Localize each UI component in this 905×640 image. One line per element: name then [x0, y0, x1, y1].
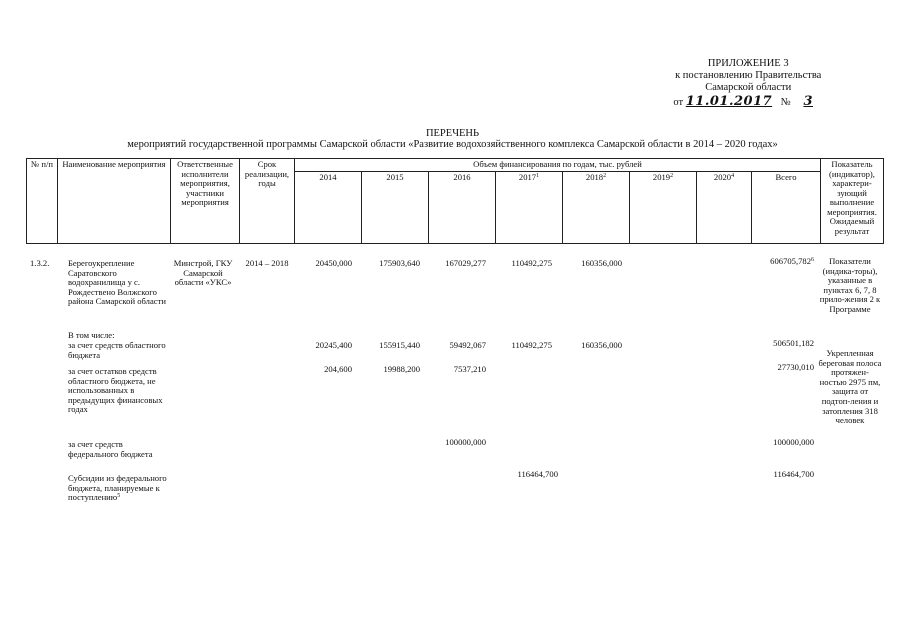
appendix-line2: к постановлению Правительства: [675, 70, 822, 81]
row-2016: 167029,277: [445, 258, 486, 268]
row-2014: 20450,000: [315, 258, 352, 268]
sub-federal-total: 100000,000: [773, 437, 814, 447]
col-name: Наименование мероприятия: [58, 159, 171, 244]
appendix-title: ПРИЛОЖЕНИЕ 3: [707, 58, 789, 69]
sub-remains-label: за счет остатков средств областного бюджета, не использованных в предыдущих финансовых годах: [68, 366, 163, 415]
handwritten-date: 11.01.2017: [685, 94, 773, 109]
row-term: 2014 – 2018: [245, 258, 289, 268]
year-2016: 2016: [429, 171, 496, 243]
year-2017: 2017$^1$: [496, 171, 563, 243]
sub-including-label: В том числе:: [68, 330, 115, 340]
col-financing: Объем финансирования по годам, тыс. рублей: [295, 159, 821, 172]
row-indicator-1: Показатели (индика-торы), указанные в пунктах 6, 7, 8 прило-жения 2 к Программе: [819, 256, 881, 314]
document-title: [0, 128, 905, 150]
col-term: Срок реализации, годы: [240, 159, 295, 244]
sub-oblast-2014: 20245,400: [315, 340, 352, 350]
year-2015: 2015: [362, 171, 429, 243]
sub-federal-label: за счет средств федерального бюджета: [68, 439, 153, 459]
sub-remains-2015: 19988,200: [383, 364, 420, 374]
year-2019: 2019$^2$: [630, 171, 697, 243]
title-heading: ПЕРЕЧЕНЬ: [425, 128, 480, 139]
row-indicator-2: Укрепленная береговая полоса протяжен-ностью 2975 пм, защита от подтоп-ления и затопления 318 человек: [818, 348, 882, 426]
appendix-block: [673, 58, 823, 109]
row-number: 1.3.2.: [30, 258, 50, 268]
col-indicator: Показатель (индикатор), характери-зующий выполнение мероприятия. Ожидаемый результат: [821, 159, 884, 244]
row-total: 606705,782$^6$: [770, 256, 814, 266]
sub-oblast-2017: 110492,275: [511, 340, 552, 350]
row-2017: 110492,275: [511, 258, 552, 268]
sub-remains-2014: 204,600: [324, 364, 352, 374]
header-table: [26, 158, 884, 244]
sub-oblast-2018: 160356,000: [581, 340, 622, 350]
sub-remains-2016: 7537,210: [453, 364, 486, 374]
sub-subsidy-label: Субсидии из федерального бюджета, планируемые к поступлению$^5$: [68, 473, 167, 503]
row-2018: 160356,000: [581, 258, 622, 268]
row-executor: Минстрой, ГКУ Самарской области «УКС»: [173, 258, 233, 288]
sub-remains-total: 27730,010: [777, 362, 814, 372]
year-2014: 2014: [295, 171, 362, 243]
sub-oblast-total: 506501,182: [773, 338, 814, 348]
year-total: Всего: [752, 171, 821, 243]
sub-oblast-2016: 59492,067: [449, 340, 486, 350]
row-2015: 175903,640: [379, 258, 420, 268]
sub-subsidy-total: 116464,700: [773, 469, 814, 479]
title-subheading: мероприятий государственной программы Самарской области «Развитие водохозяйственного комплекса Самарской области в 2014 – 2020 годах»: [127, 139, 778, 150]
year-2018: 2018$^2$: [563, 171, 630, 243]
row-name: Берегоукрепление Саратовского водохранилища у с. Рождествено Волжского района Самарской области: [68, 258, 166, 307]
year-2020: 2020$^4$: [697, 171, 752, 243]
handwritten-number: 3: [803, 94, 813, 109]
col-num: № п/п: [27, 159, 58, 244]
appendix-line3: Самарской области: [705, 82, 792, 93]
sub-oblast-2015: 155915,440: [379, 340, 420, 350]
sub-federal-2016: 100000,000: [445, 437, 486, 447]
sub-oblast-label: за счет средств областного бюджета: [68, 340, 166, 360]
col-exec: Ответственные исполнители мероприятия, участники мероприятия: [171, 159, 240, 244]
sub-subsidy-2017: 116464,700: [517, 469, 558, 479]
appendix-date-line: от 11.01.2017 № 3: [673, 96, 823, 109]
